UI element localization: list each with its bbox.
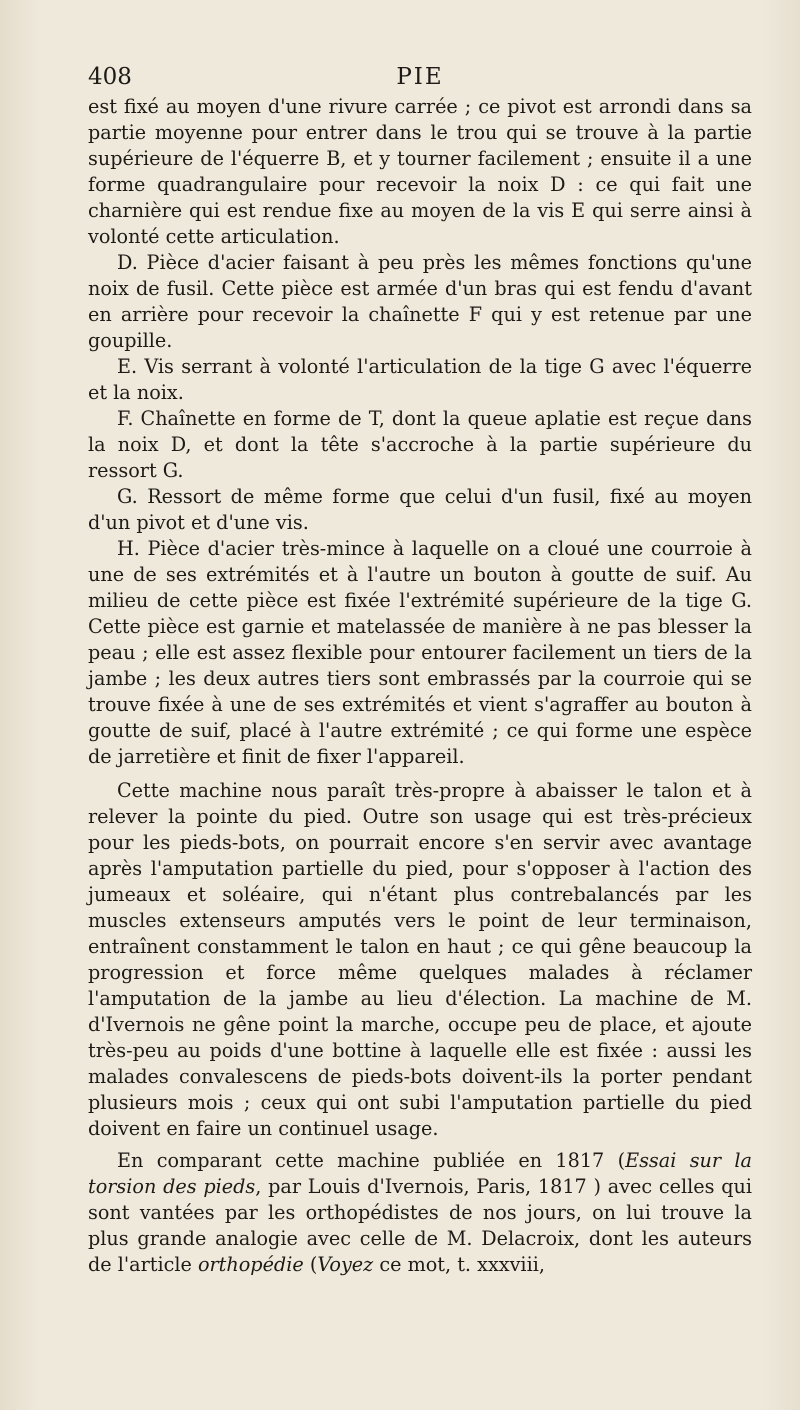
running-head: PIE [396, 64, 444, 90]
body-text [88, 94, 752, 1278]
paragraph-item-d: D. Pièce d'acier faisant à peu près les mêmes fonctions qu'une noix de fusil. Cette pièce est armée d'un bras qui est fendu d'avant en arrière pour recevoir la chaînette F qui y est retenue par une goupille. [88, 251, 752, 352]
voyez-italic: Voyez [317, 1253, 374, 1276]
paragraph-comparison [88, 1148, 752, 1278]
paragraph-item-e: E. Vis serrant à volonté l'articulation de la tige G avec l'équerre et la noix. [88, 355, 752, 404]
book-title-italic: Essai sur la torsion des pieds [88, 1149, 752, 1198]
paragraph-item-h: H. Pièce d'acier très-mince à laquelle on a cloué une courroie à une de ses extrémités et à l'autre un bouton à goutte de suif. Au milieu de cette pièce est fixée l'extrémité supérieure de la tige G. Cette pièce est garnie et matelassée de manière à ne pas blesser la peau ; elle est assez flexible pour entourer facilement un tiers de la jambe ; les deux autres tiers sont embrassés par la courroie qui se trouve fixée à une de ses extrémités et vient s'agraffer au bouton à goutte de suif, placé à l'autre extrémité ; ce qui forme une espèce de jarretière et finit de fixer l'appareil. [88, 537, 752, 768]
paragraph-machine-discussion: Cette machine nous paraît très-propre à abaisser le talon et à relever la pointe du pied. Outre son usage qui est très-précieux pour les pieds-bots, on pourrait encore s'en servir avec avantage après l'amputation partielle du pied, pour s'opposer à l'action des jumeaux et soléaire, qui n'étant plus contrebalancés par les muscles extenseurs amputés vers le point de leur terminaison, entraînent constamment le talon en haut ; ce qui gêne beaucoup la progression et force même quelques malades à réclamer l'amputation de la jambe au lieu d'élection. La machine de M. d'Ivernois ne gêne point la marche, occupe peu de place, et ajoute très-peu au poids d'une bottine à laquelle elle est fixée : aussi les malades convalescens de pieds-bots doivent-ils la porter pendant plusieurs mois ; ceux qui ont subi l'amputation partielle du pied doivent en faire un continuel usage. [88, 779, 752, 1140]
page-number: 408 [88, 64, 132, 90]
comparison-text-4: ce mot, t. xxxviii, [373, 1253, 545, 1276]
comparison-text-1: En comparant cette machine publiée en 1817 ( [117, 1149, 626, 1172]
paragraph-item-g: G. Ressort de même forme que celui d'un fusil, fixé au moyen d'un pivot et d'une vis. [88, 485, 752, 534]
article-name-italic: orthopédie [197, 1253, 304, 1276]
paragraph-continuation: est fixé au moyen d'une rivure carrée ; ce pivot est arrondi dans sa partie moyenne pour entrer dans le trou qui se trouve à la partie supérieure de l'équerre B, et y tourner facilement ; ensuite il a une forme quadrangulaire pour recevoir la noix D : ce qui fait une charnière qui est rendue fixe au moyen de la vis E qui serre ainsi à volonté cette articulation. [88, 95, 752, 248]
comparison-text-2: , par Louis d'Ivernois, Paris, 1817 ) avec celles qui sont vantées par les orthopédistes de nos jours, on lui trouve la plus grande analogie avec celle de M. Delacroix, dont les auteurs de l'article [88, 1175, 753, 1276]
comparison-text-3: ( [303, 1253, 318, 1276]
page-header [88, 62, 752, 92]
paragraph-item-f: F. Chaînette en forme de T, dont la queue aplatie est reçue dans la noix D, et dont la tête s'accroche à la partie supérieure du ressort G. [88, 407, 752, 482]
